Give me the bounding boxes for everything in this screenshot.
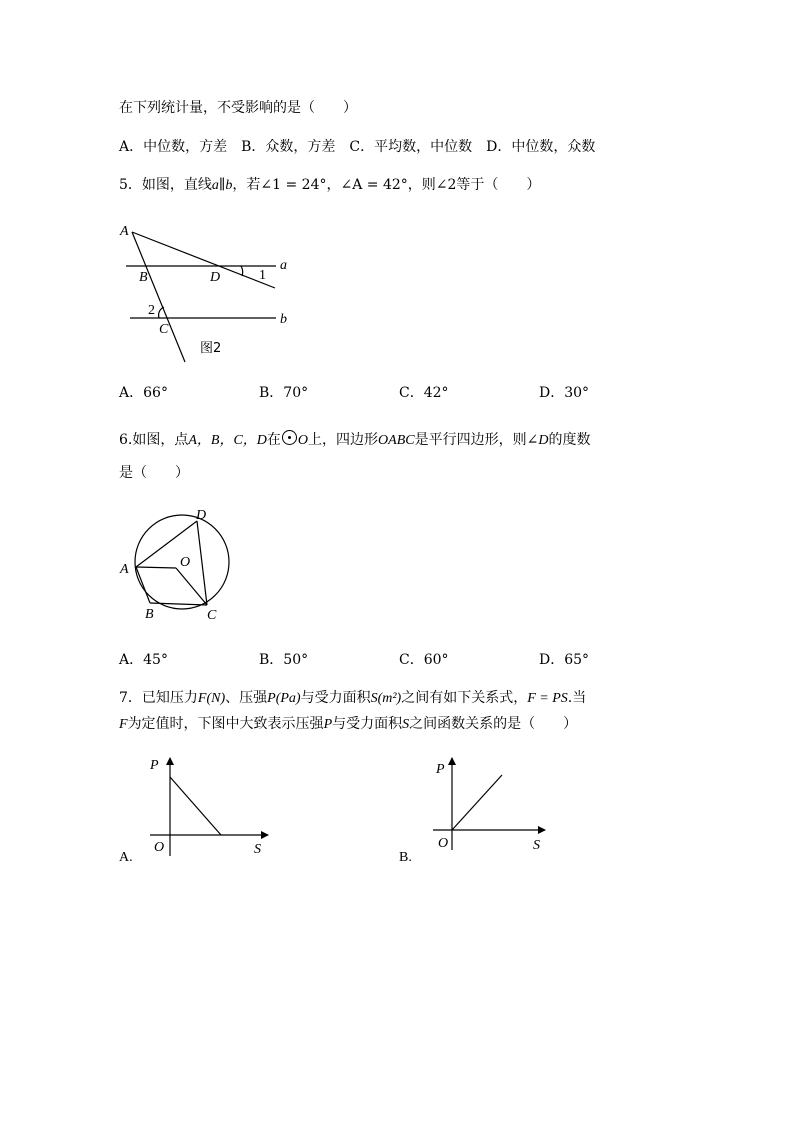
q6-option-b-letter: B． [259, 652, 284, 668]
graph-b-line [452, 775, 502, 830]
label-B: B [145, 607, 154, 622]
q7-formula: F = PS [527, 691, 568, 706]
q7-line2-text-a: 为定值时，下图中大致表示压强 [127, 716, 324, 732]
q7-text-5: .当 [567, 690, 587, 706]
q5-parallel: a∥b [211, 178, 233, 193]
q7-line2-P: P [323, 717, 333, 732]
label-A: A [120, 224, 129, 239]
q7-number: 7． [119, 690, 142, 706]
q7-pressure: P(Pa) [267, 691, 301, 706]
q7-text-3: 与受力面积 [300, 690, 371, 706]
q4-stem: 在下列统计量，不受影响的是（ ） [119, 100, 357, 116]
q6-option-c-text: 60° [423, 652, 449, 668]
q7-line2-S: S [402, 717, 410, 732]
q5-option-b-text: 70° [283, 385, 309, 401]
graph-a [150, 758, 268, 856]
label-C: C [159, 322, 169, 337]
q5-number: 5． [119, 177, 142, 193]
q6-text-4: 是平行四边形，则∠ [414, 432, 539, 448]
q6-option-d-letter: D． [539, 652, 565, 668]
graph-b-origin: O [438, 836, 449, 851]
q5-option-d-text: 30° [564, 385, 590, 401]
graph-a-option: A. [119, 850, 133, 865]
q7-line2-text-b: 与受力面积 [332, 716, 403, 732]
q6-quad: OABC [378, 433, 415, 448]
q6-number: 6. [119, 432, 133, 448]
label-C: C [207, 608, 217, 623]
q5-option-a-text: 66° [143, 385, 168, 401]
graph-a-line [170, 777, 221, 835]
q6-text-5: 的度数 [548, 432, 591, 448]
q7-area: S(m²) [370, 691, 402, 706]
q6-option-c-letter: C． [399, 652, 424, 668]
label-D: D [210, 270, 221, 285]
q7-line2-text-c: 之间函数关系的是（ ） [409, 716, 578, 732]
q7-text-1: 已知压力 [141, 690, 198, 706]
graph-a-x-label: S [254, 842, 261, 857]
q6-angle: D [538, 433, 549, 448]
q4-options: A．中位数，方差 B．众数，方差 C．平均数，中位数 D．中位数，众数 [119, 139, 596, 155]
q6-option-d-text: 65° [564, 652, 590, 668]
q6-text-1: 如图，点 [132, 432, 189, 448]
label-line-a: a [280, 258, 287, 273]
q5-text-2: ，若∠1 = 24°，∠A = 42°，则∠2等于（ ） [232, 177, 541, 193]
q5-option-c-text: 42° [423, 385, 449, 401]
label-D: D [196, 508, 207, 523]
q5-text-1: 如图，直线 [141, 177, 212, 193]
graph-a-y-label: P [150, 758, 159, 773]
q5-option-a-letter: A． [119, 385, 144, 401]
label-angle-2: 2 [148, 303, 155, 318]
label-line-b: b [280, 312, 287, 327]
graph-b-x-label: S [533, 838, 540, 853]
graph-a-origin: O [154, 840, 165, 855]
q6-points: A，B，C，D [188, 433, 267, 448]
figure-caption: 图2 [200, 341, 222, 356]
q6-text-2: 在 [266, 432, 281, 448]
q6-option-a-text: 45° [143, 652, 168, 668]
q7-text-2: 、压强 [225, 690, 268, 706]
q7-line2-F: F [119, 717, 128, 732]
graph-b [433, 758, 545, 850]
q6-option-a-letter: A． [119, 652, 144, 668]
q7-force: F(N) [197, 691, 226, 706]
q6-text-3: 上，四边形 [308, 432, 379, 448]
graph-b-y-label: P [436, 762, 445, 777]
label-angle-1: 1 [259, 268, 266, 283]
q5-option-d-letter: D． [539, 385, 565, 401]
q6-circle-name: O [297, 433, 309, 448]
label-B: B [139, 270, 148, 285]
label-A: A [120, 562, 129, 577]
q5-option-c-letter: C． [399, 385, 424, 401]
label-O: O [180, 555, 191, 570]
q6-option-b-text: 50° [283, 652, 309, 668]
q7-text-4: 之间有如下关系式， [401, 690, 528, 706]
q5-option-b-letter: B． [259, 385, 284, 401]
graph-b-option: B. [399, 850, 412, 865]
q6-stem-line-2: 是（ ） [119, 465, 189, 481]
